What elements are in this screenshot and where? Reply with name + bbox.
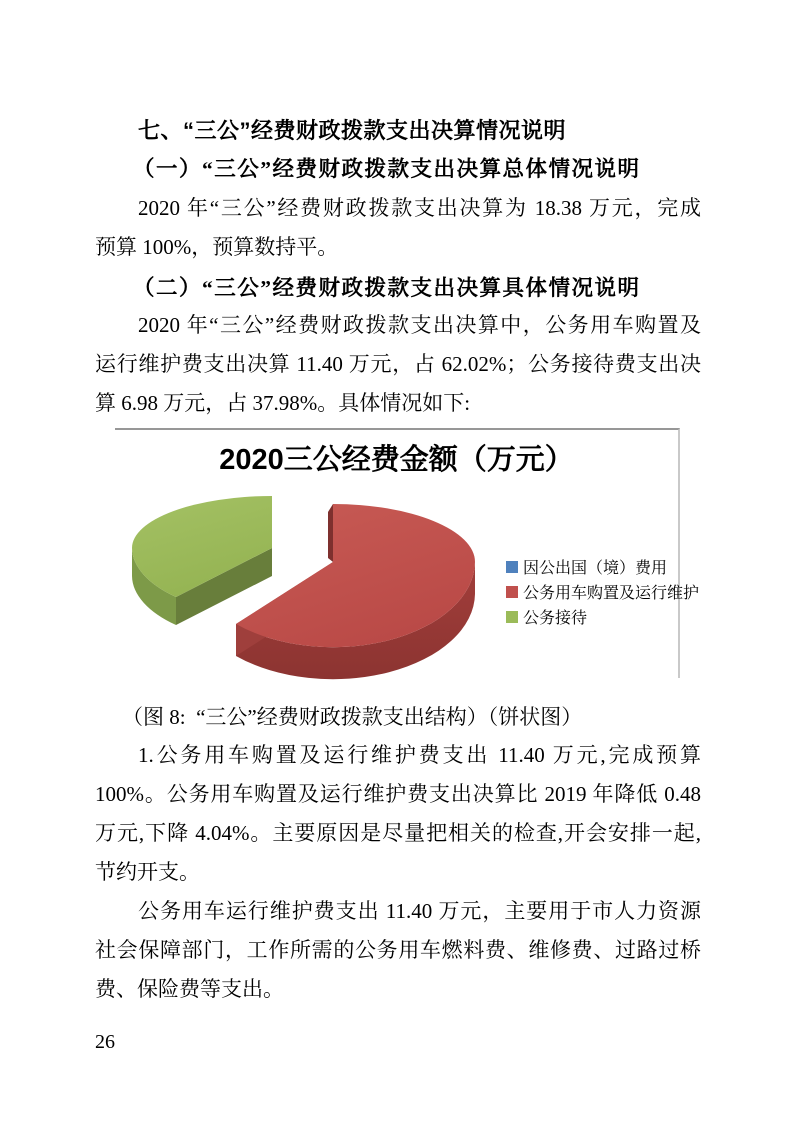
chart-legend	[506, 554, 699, 629]
paragraph-line: 公务用车运行维护费支出 11.40 万元，主要用于市人力资源	[138, 899, 701, 923]
legend-label: 因公出国（境）费用	[523, 560, 668, 577]
subsection-heading-2: （二）“三公”经费财政拨款支出决算具体情况说明	[133, 276, 641, 300]
section-heading: 七、“三公”经费财政拨款支出决算情况说明	[138, 118, 567, 143]
paragraph-line: 100%。公务用车购置及运行维护费支出决算比 2019 年降低 0.48	[95, 782, 701, 806]
legend-item-abroad	[506, 554, 699, 579]
paragraph-line: 预算 100%，预算数持平。	[95, 235, 339, 259]
page-number: 26	[95, 1031, 115, 1053]
paragraph-line: 运行维护费支出决算 11.40 万元，占 62.02%；公务接待费支出决	[95, 352, 701, 376]
legend-label: 公务用车购置及运行维护	[523, 585, 700, 602]
legend-item-vehicle	[506, 579, 699, 604]
legend-label: 公务接待	[523, 610, 588, 627]
paragraph-line: 万元,下降 4.04%。主要原因是尽量把相关的检查,开会安排一起,	[95, 821, 701, 845]
paragraph-line: 算 6.98 万元，占 37.98%。具体情况如下:	[95, 391, 471, 415]
pie-slice-vehicle-start-edge	[328, 504, 333, 562]
chart-title: 2020三公经费金额（万元）	[219, 444, 574, 476]
paragraph-line: 节约开支。	[95, 860, 200, 884]
paragraph-line: 2020 年“三公”经费财政拨款支出决算中，公务用车购置及	[138, 313, 701, 337]
pie-chart-figure	[115, 428, 700, 678]
legend-swatch-blue	[506, 561, 518, 573]
legend-swatch-green	[506, 611, 518, 623]
paragraph-line: 社会保障部门，工作所需的公务用车燃料费、维修费、过路过桥	[95, 938, 701, 962]
legend-item-reception	[506, 604, 699, 629]
legend-swatch-red	[506, 586, 518, 598]
paragraph-line: 1.公务用车购置及运行维护费支出 11.40 万元,完成预算	[138, 743, 701, 767]
paragraph-line: 2020 年“三公”经费财政拨款支出决算为 18.38 万元，完成	[138, 196, 701, 220]
paragraph-line: 费、保险费等支出。	[95, 977, 284, 1001]
figure-caption: （图 8: “三公”经费财政拨款支出结构）（饼状图）	[122, 705, 583, 729]
subsection-heading-1: （一）“三公”经费财政拨款支出决算总体情况说明	[133, 157, 641, 181]
